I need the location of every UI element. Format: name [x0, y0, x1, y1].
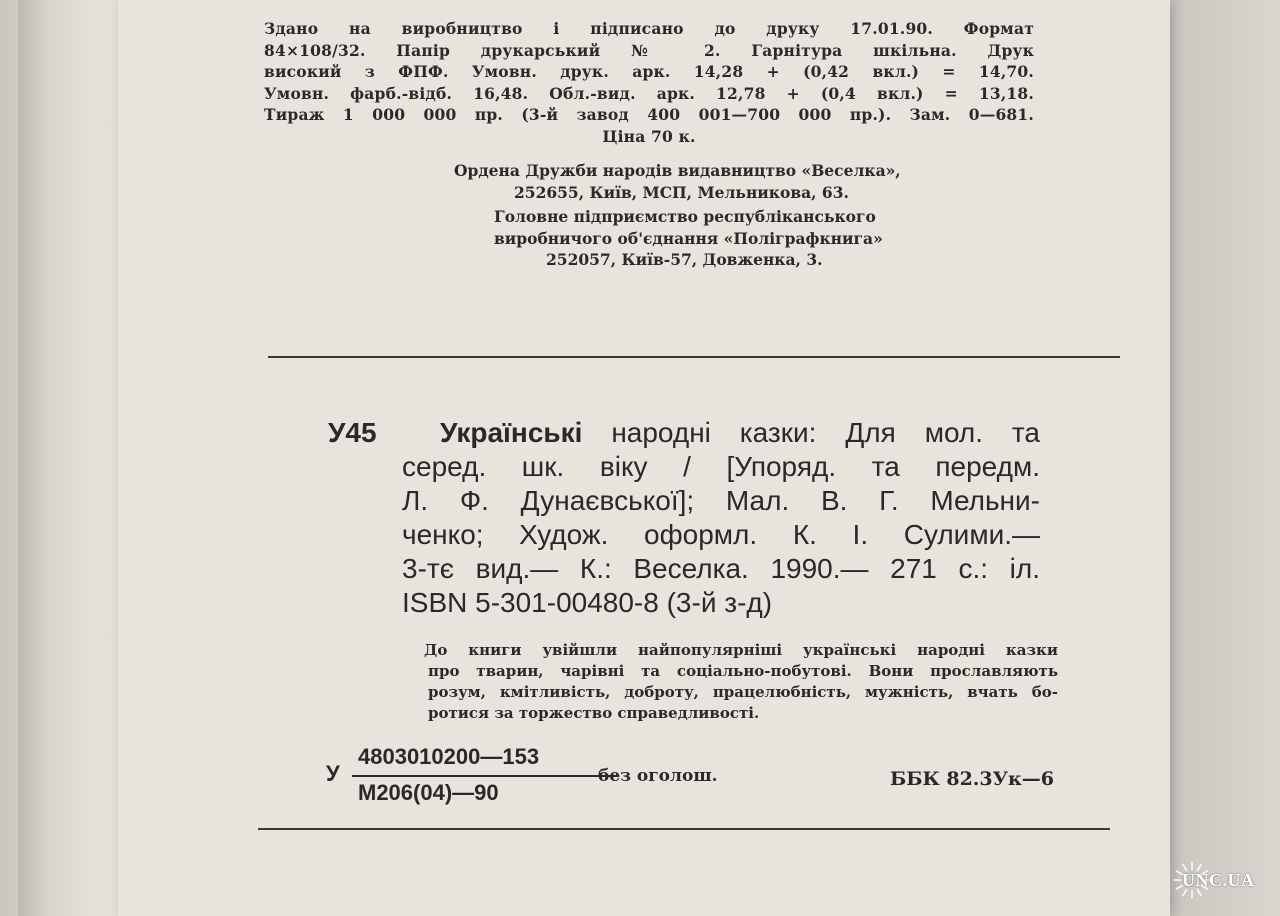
price-line: Ціна 70 к. [602, 126, 696, 146]
catalog-title: Українські [440, 417, 583, 448]
index-numerator: 4803010200—153 [358, 744, 540, 769]
annotation-line: про тварин, чарівні та соціально-побутові. Вони прославляють [428, 662, 1058, 680]
imprint-line: 84×108/32. Папір друкарський № 2. Гарнітура шкільна. Друк [264, 40, 1034, 60]
annotation-block [424, 640, 1058, 724]
bbk-code: ББК 82.3Ук—6 [889, 768, 1054, 790]
catalog-line: Л. Ф. Дунаєвської]; Мал. В. Г. Мельни- [402, 485, 1040, 516]
index-block [326, 744, 1066, 814]
index-letter: У [326, 761, 340, 786]
book-gutter [18, 0, 46, 916]
fraction-line [352, 775, 618, 777]
catalog-line [440, 416, 1040, 450]
catalog-line: 3-тє вид.— К.: Веселка. 1990.— 271 с.: іл. [402, 553, 1040, 584]
annotation-line: До книги увійшли найпопулярніші українські народні казки [424, 641, 1058, 659]
catalog-code: У45 [328, 417, 377, 448]
divider-bottom [258, 828, 1110, 830]
catalog-line: ченко; Худож. оформл. К. І. Сулими.— [402, 519, 1040, 550]
imprint-line: Тираж 1 000 000 пр. (3-й завод 400 001—700 000 пр.). Зам. 0—681. [264, 105, 1034, 124]
printer-line: виробничого об'єднання «Поліграфкнига» [494, 228, 883, 248]
index-denominator: М206(04)—90 [358, 780, 499, 805]
printer-address: 252057, Київ-57, Довженка, 3. [546, 250, 823, 269]
watermark [1170, 856, 1278, 906]
catalog-line: серед. шк. віку / [Упоряд. та передм. [402, 451, 1040, 482]
publisher-address: 252655, Київ, МСП, Мельникова, 63. [514, 182, 849, 202]
index-note: без оголош. [598, 766, 718, 786]
printer-block [264, 206, 1034, 271]
watermark-text: UNC.UA [1182, 870, 1255, 890]
right-page-edge [1170, 0, 1280, 916]
publisher-name: Ордена Дружби народів видавництво «Веселка», [454, 161, 901, 180]
imprint-block [264, 18, 1034, 147]
catalog-title-rest: народні казки: Для мол. та [611, 417, 1041, 448]
publisher-block [264, 160, 1034, 203]
catalog-card [328, 416, 1048, 620]
isbn-line: ISBN 5-301-00480-8 (3-й з-д) [402, 587, 773, 618]
catalog-entry [402, 416, 1041, 620]
imprint-line: Здано на виробництво і підписано до друку 17.01.90. Формат [264, 19, 1034, 38]
printer-line: Головне підприємство республіканського [494, 207, 876, 226]
divider-top [268, 356, 1120, 358]
imprint-line: високий з ФПФ. Умовн. друк. арк. 14,28 + (0,42 вкл.) = 14,70. [264, 62, 1034, 81]
annotation-line: ротися за торжество справедливості. [428, 704, 760, 722]
annotation-line: розум, кмітливість, доброту, працелюбність, мужність, вчать бо- [428, 683, 1058, 701]
imprint-line: Умовн. фарб.-відб. 16,48. Обл.-вид. арк. 12,78 + (0,4 вкл.) = 13,18. [264, 83, 1034, 103]
